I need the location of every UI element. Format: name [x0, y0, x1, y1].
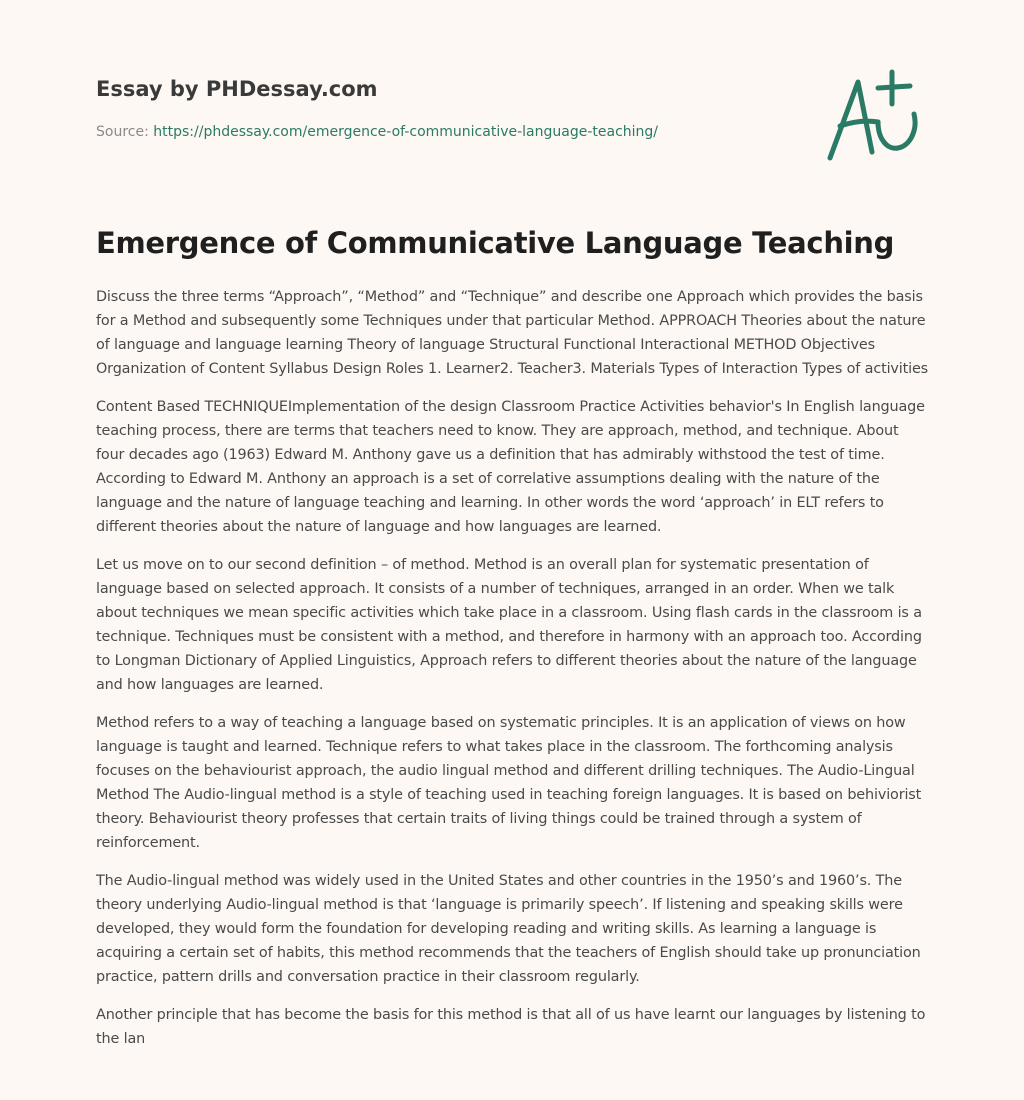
site-title: Essay by PHDessay.com	[96, 77, 378, 101]
essay-paragraph: Another principle that has become the basis for this method is that all of us have learnt our languages by listening to the lan	[96, 1007, 926, 1047]
essay-paragraph: The Audio-lingual method was widely used in the United States and other countries in the 1950’s and 1960’s. The theory underlying Audio-lingual method is that ‘language is primarily speech’. If listening and speaking skills were developed, they would form the foundation for developing reading and writing skills. As learning a language is acquiring a certain set of habits, this method recommends that the teachers of English should take up pronunciation practice, pattern drills and conversation practice in their classroom regularly.	[96, 873, 921, 985]
essay-paragraph: Method refers to a way of teaching a language based on systematic principles. It is an application of views on how language is taught and learned. Technique refers to what takes place in the classroom. The forthcoming analysis focuses on the behaviourist approach, the audio lingual method and different drilling techniques. The Audio-Lingual Method The Audio-lingual method is a style of teaching used in teaching foreign languages. It is based on behiviorist theory. Behaviourist theory professes that certain traits of living things could be trained through a system of reinforcement.	[96, 715, 922, 851]
essay-paragraph: Let us move on to our second definition – of method. Method is an overall plan for systematic presentation of language based on selected approach. It consists of a number of techniques, arranged in an order. When we talk about techniques we mean specific activities which take place in a classroom. Using flash cards in the classroom is a technique. Techniques must be consistent with a method, and therefore in harmony with an approach too. According to Longman Dictionary of Applied Linguistics, Approach refers to different theories about the nature of the language and how languages are learned.	[96, 557, 922, 693]
essay-title: Emergence of Communicative Language Teaching	[96, 226, 895, 260]
a-plus-logo-icon	[822, 66, 926, 166]
source-label: Source:	[96, 124, 149, 140]
essay-paragraph: Content Based TECHNIQUEImplementation of the design Classroom Practice Activities behavior's In English language teaching process, there are terms that teachers need to know. They are approach, method, and technique. About four decades ago (1963) Edward M. Anthony gave us a definition that has admirably withstood the test of time. According to Edward M. Anthony an approach is a set of correlative assumptions dealing with the nature of the language and the nature of language teaching and learning. In other words the word ‘approach’ in ELT refers to different theories about the nature of language and how languages are learned.	[96, 399, 925, 535]
essay-paragraph: Discuss the three terms “Approach”, “Method” and “Technique” and describe one Approach which provides the basis for a Method and subsequently some Techniques under that particular Method. APPROACH Theories about the nature of language and language learning Theory of language Structural Functional Interactional METHOD Objectives Organization of Content Syllabus Design Roles 1. Learner2. Teacher3. Materials Types of Interaction Types of activities	[96, 289, 929, 377]
source-link[interactable]: https://phdessay.com/emergence-of-communicative-language-teaching/	[153, 124, 659, 140]
source-line	[96, 124, 658, 140]
essay-body	[96, 285, 930, 1065]
